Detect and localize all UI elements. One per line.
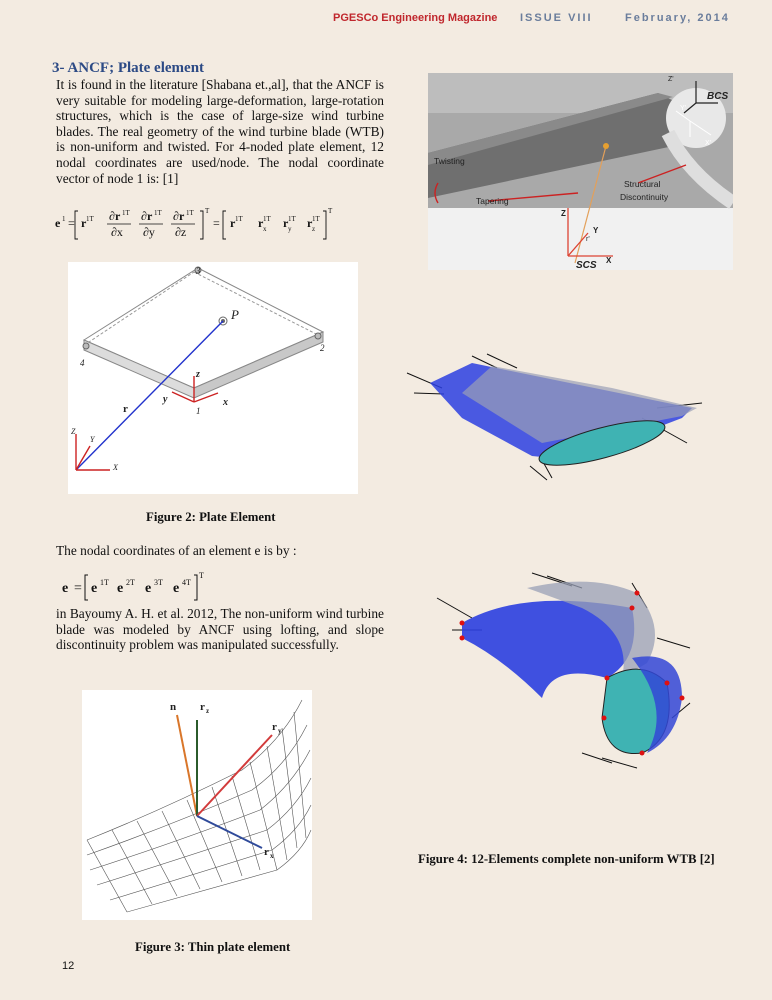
label-tapering: Tapering xyxy=(476,196,509,206)
issue-date: February, 2014 xyxy=(625,12,730,24)
svg-text:e: e xyxy=(173,581,180,596)
figure-thin-plate xyxy=(82,690,312,920)
svg-text:1T: 1T xyxy=(263,215,271,223)
svg-text:∂x: ∂x xyxy=(111,225,123,239)
label-scs-z: Z xyxy=(561,209,566,218)
svg-text:∂y: ∂y xyxy=(143,225,155,239)
blade-element-drawing xyxy=(402,348,732,483)
label-scs: SCS xyxy=(576,260,597,270)
label-x-prime: X' xyxy=(705,140,712,147)
figure-3-caption: Figure 3: Thin plate element xyxy=(135,940,291,954)
label-r-prime: r' xyxy=(586,236,590,243)
label-r-vector: r xyxy=(123,403,128,415)
label-structural: Structural xyxy=(624,179,661,189)
label-normal-n: n xyxy=(170,701,177,713)
label-rx-sub: x xyxy=(270,852,274,860)
svg-text:e: e xyxy=(117,581,124,596)
label-ry: r xyxy=(272,721,277,733)
label-rx: r xyxy=(264,846,269,858)
svg-text:r: r xyxy=(81,216,87,230)
svg-text:=: = xyxy=(74,581,82,596)
svg-text:1T: 1T xyxy=(122,209,130,217)
label-local-z: z xyxy=(196,369,200,380)
svg-text:e: e xyxy=(145,581,152,596)
label-discontinuity: Discontinuity xyxy=(620,192,669,202)
svg-text:∂z: ∂z xyxy=(175,225,187,239)
section-title: 3- ANCF; Plate element xyxy=(52,60,205,76)
label-global-y: Y xyxy=(90,435,95,444)
svg-text:1T: 1T xyxy=(186,209,194,217)
turbine-blade-photo xyxy=(428,73,733,270)
svg-text:e: e xyxy=(55,216,61,230)
svg-text:r: r xyxy=(307,216,313,230)
svg-text:=: = xyxy=(68,216,75,230)
label-node-4: 4 xyxy=(80,358,85,368)
label-scs-x: X xyxy=(606,256,612,265)
equation-nodal-vector xyxy=(55,205,385,245)
svg-text:T: T xyxy=(328,207,333,215)
svg-text:1T: 1T xyxy=(312,215,320,223)
svg-text:e: e xyxy=(62,581,69,596)
label-z-prime: Z' xyxy=(668,76,674,83)
issue-label: ISSUE VIII xyxy=(520,12,593,24)
figure-4-caption: Figure 4: 12-Elements complete non-uniform WTB [2] xyxy=(418,852,715,866)
svg-text:1T: 1T xyxy=(154,209,162,217)
label-node-1: 1 xyxy=(196,406,201,416)
label-scs-y: Y xyxy=(593,226,599,235)
blade-12-element-drawing xyxy=(432,568,697,773)
paragraph-element-coords: The nodal coordinates of an element e is by : xyxy=(56,543,297,558)
figure-plate-element xyxy=(68,262,358,494)
label-ry-sub: y xyxy=(278,727,282,735)
label-global-z: Z xyxy=(71,427,76,436)
page-number: 12 xyxy=(62,960,75,972)
label-global-x: X xyxy=(113,463,118,472)
label-y-prime: Y' xyxy=(680,105,687,112)
svg-text:∂r: ∂r xyxy=(173,209,185,223)
svg-text:r: r xyxy=(258,216,264,230)
label-local-y: y xyxy=(163,394,168,405)
equation-element-vector xyxy=(60,570,230,604)
label-node-3: 3 xyxy=(196,266,201,276)
svg-text:T: T xyxy=(199,571,204,580)
label-twisting: Twisting xyxy=(434,156,465,166)
label-bcs: BCS xyxy=(707,91,729,102)
label-point-p: P xyxy=(231,307,239,322)
label-node-2: 2 xyxy=(320,343,325,353)
svg-text:r: r xyxy=(283,216,289,230)
paragraph-bayoumy: in Bayoumy A. H. et al. 2012, The non-uniform wind turbine blade was modeled by ANCF using lofting, and slope discontinuity problem was manipulated successfully. xyxy=(56,606,384,653)
svg-text:x: x xyxy=(263,225,267,233)
svg-text:1T: 1T xyxy=(288,215,296,223)
svg-text:1: 1 xyxy=(62,215,66,223)
svg-text:1T: 1T xyxy=(86,215,94,223)
label-local-x: x xyxy=(223,397,228,408)
svg-text:e: e xyxy=(91,581,98,596)
svg-text:4T: 4T xyxy=(182,578,191,587)
svg-text:1T: 1T xyxy=(235,215,243,223)
svg-text:2T: 2T xyxy=(126,578,135,587)
label-rz-sub: z xyxy=(206,707,210,715)
paragraph-intro: It is found in the literature [Shabana et.,al], that the ANCF is very suitable for modeling large-deformation, large-rotation structures, which is the case of large-size wind turbine blades. The real geometry of the wind turbine blade (WTB) is non-uniform and twisted. For 4-noded plate element, 12 nodal coordinates are used/node. The nodal coordinate vector of node 1 is: [1] xyxy=(56,77,384,186)
svg-text:∂r: ∂r xyxy=(141,209,153,223)
svg-text:1T: 1T xyxy=(100,578,109,587)
svg-text:T: T xyxy=(205,207,210,215)
label-rz: r xyxy=(200,701,205,713)
svg-text:=: = xyxy=(213,216,220,230)
magazine-name: PGESCo Engineering Magazine xyxy=(333,12,498,24)
figure-2-caption: Figure 2: Plate Element xyxy=(146,510,276,524)
svg-text:z: z xyxy=(312,225,316,233)
svg-text:3T: 3T xyxy=(154,578,163,587)
svg-text:r: r xyxy=(230,216,236,230)
svg-text:y: y xyxy=(288,225,292,233)
svg-text:∂r: ∂r xyxy=(109,209,121,223)
